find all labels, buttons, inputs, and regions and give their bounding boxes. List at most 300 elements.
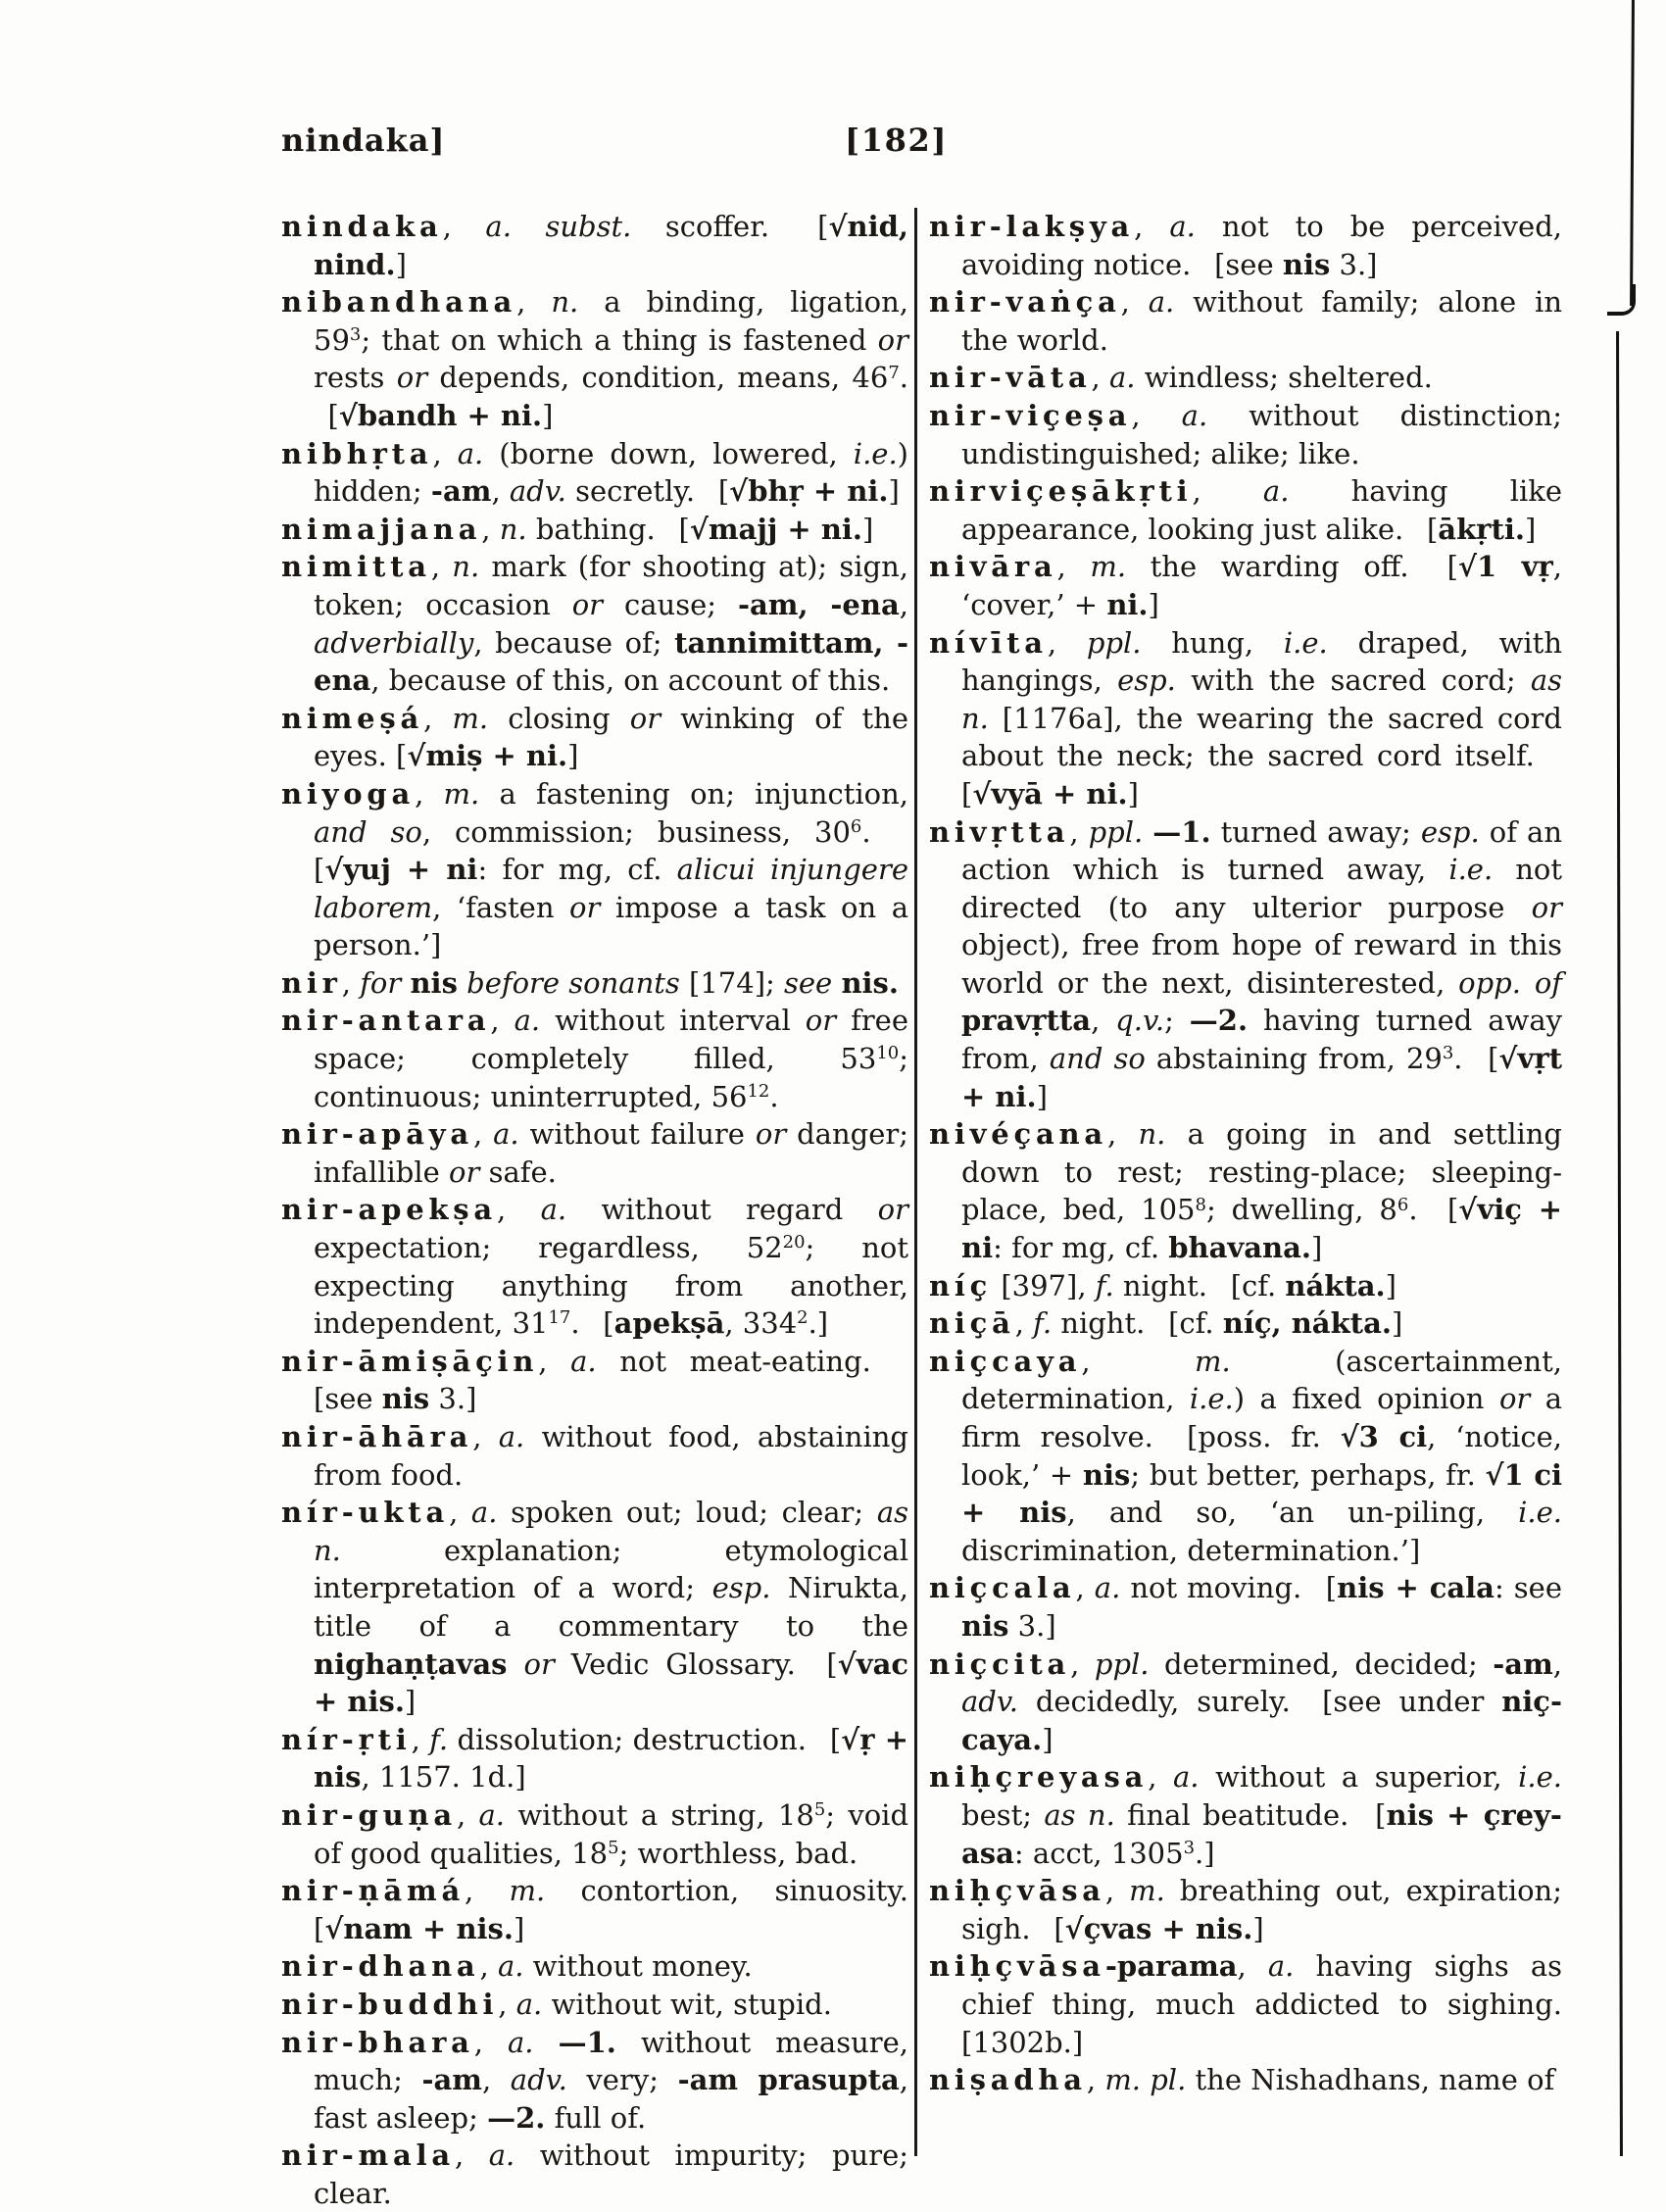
text-run: a. (1262, 474, 1290, 509)
text-run: a. (1108, 361, 1136, 395)
headword: niḥçvāsa (929, 1949, 1105, 1984)
text-run: bhavana. (1168, 1231, 1312, 1265)
header-catchword: nindaka] (281, 122, 446, 159)
text-run: a firm resolve. [poss. fr. (961, 1382, 1562, 1453)
text-run: . [ (314, 814, 909, 887)
text-run: or (877, 1193, 908, 1227)
headword: niḥçreyasa (929, 1760, 1149, 1794)
dictionary-entry (929, 208, 1562, 283)
text-run: or (755, 1117, 787, 1152)
headword: nivāra (929, 550, 1057, 584)
text-run: (ascertainment, determination, (961, 1344, 1563, 1416)
text-run: ; that on which a thing is fastened (361, 322, 878, 357)
text-run: without impurity; pure; clear. (314, 2138, 908, 2210)
text-run: 5 (608, 1837, 619, 1858)
text-run: final beatitude. [ (1114, 1797, 1387, 1832)
dictionary-entry (281, 208, 908, 283)
text-run: not meat-eating. [see (314, 1344, 908, 1416)
text-run: √nid, nind. (314, 210, 909, 281)
text-run: not moving. [ (1120, 1571, 1338, 1605)
text-run: 8 (1195, 1194, 1206, 1215)
text-run: ; worthless, bad. (618, 1836, 858, 1870)
text-run: ; void of good qualities, 18 (314, 1797, 909, 1870)
headword: nir-ṇāmá (281, 1874, 466, 1908)
text-run: object), free from hope of reward in this world or the next, disinterested, (961, 928, 1562, 1000)
text-run: without food, abstaining from food. (314, 1420, 908, 1492)
text-run: nis (410, 965, 458, 1000)
text-run: , (472, 1117, 494, 1152)
text-run: ] (1127, 776, 1139, 811)
headword: nir-apāya (281, 1117, 473, 1152)
text-run: f. (1095, 1268, 1114, 1303)
headword: nir-vaṅça (929, 285, 1121, 320)
text-run: tannimittam, -ena (314, 625, 908, 698)
text-run: , (449, 1496, 471, 1530)
text-run: , (1192, 474, 1263, 509)
text-run: i.e. (1448, 853, 1494, 887)
text-run: closing (488, 701, 630, 735)
dictionary-entry (929, 472, 1562, 548)
headword: nimitta (281, 550, 431, 584)
text-run: , (456, 1797, 479, 1832)
headword: nir-āmiṣāçin (281, 1344, 539, 1378)
text-run: : see (1494, 1571, 1562, 1605)
text-run: . (769, 1079, 779, 1113)
text-run: ppl. (1086, 625, 1142, 660)
text-run: a. (515, 1987, 543, 2021)
text-run: for (360, 965, 402, 1000)
text-run: —2. (1189, 1004, 1249, 1038)
text-run: a binding, ligation, 59 (314, 285, 908, 357)
text-run: √3 ci (1340, 1420, 1428, 1453)
headword: niçcaya (929, 1344, 1082, 1378)
text-run: 10 (876, 1043, 900, 1064)
text-run: nis (1082, 1457, 1131, 1492)
dictionary-entry (929, 2061, 1562, 2099)
text-run: a. (488, 2138, 515, 2173)
headword: nirviçeṣākṛti (929, 474, 1193, 509)
headword: nibandhana (281, 285, 517, 320)
text-run: [174]; (679, 965, 784, 1000)
text-run: , (432, 436, 458, 470)
text-run: n. (499, 512, 527, 546)
text-run: [1176a], the wearing the sacred cord about the neck; the sacred cord itself. [ (961, 701, 1562, 811)
dictionary-entry (281, 964, 908, 1003)
text-run: m. (1195, 1344, 1231, 1378)
text-run: hung, (1141, 625, 1284, 660)
text-run: or (571, 587, 604, 621)
text-run: , ‘cover,’ + (961, 550, 1563, 621)
text-run: decidedly, surely. [see under (1018, 1685, 1502, 1719)
text-run: , (516, 285, 552, 320)
text-run: abstaining from, 29 (1145, 1042, 1443, 1076)
dictionary-entry (281, 2137, 908, 2212)
left-column (281, 208, 909, 2210)
text-run: . [ (570, 1306, 614, 1341)
text-run: safe. (479, 1155, 557, 1189)
text-run: n. (1138, 1117, 1166, 1152)
text-run: ppl. (1088, 814, 1144, 849)
text-run: a fastening on; injunction, (479, 776, 909, 811)
dictionary-entry (929, 1304, 1562, 1343)
text-run: windless; sheltered. (1135, 361, 1433, 395)
headword: niyoga (281, 776, 416, 811)
text-run: having like appearance, looking just alike. [ (961, 474, 1562, 546)
text-run: níç, nákta. (1222, 1306, 1392, 1341)
text-run: , 334 (724, 1306, 798, 1341)
text-run: √ṛ + nis (314, 1722, 909, 1794)
headword: nivéçana (929, 1117, 1108, 1152)
text-run: expectation; regardless, 52 (314, 1231, 783, 1265)
text-run: ] (1148, 587, 1159, 621)
text-run: q.v. (1115, 1004, 1165, 1038)
text-run: determined, decided; (1149, 1647, 1494, 1681)
text-run: , (538, 1344, 571, 1378)
text-run: , (465, 1874, 510, 1908)
text-run: , (454, 2138, 489, 2173)
text-run: 3 (349, 323, 362, 345)
text-run: nis (961, 1608, 1009, 1643)
text-run: best; (961, 1797, 1045, 1832)
text-run: 3.] (1008, 1608, 1056, 1643)
text-run: √vyā + ni. (972, 776, 1128, 811)
text-run: , (498, 1987, 516, 2021)
text-run: , fast asleep; (314, 2063, 908, 2135)
text-run: ; (1164, 1004, 1190, 1038)
text-run: ] (1311, 1231, 1323, 1265)
dictionary-entry (281, 1494, 908, 1721)
text-run: dissolution; destruction. [ (448, 1722, 842, 1756)
headword: nir-apekṣa (281, 1193, 497, 1227)
dictionary-entry (281, 1796, 908, 1872)
text-run: adv. (510, 2063, 567, 2097)
text-run: draped, with hangings, (961, 625, 1563, 698)
text-run: spoken out; loud; clear; (497, 1496, 877, 1530)
dictionary-entry (929, 624, 1562, 813)
text-run: scoffer. [ (631, 210, 829, 243)
text-run: m. (452, 701, 489, 735)
text-run: without money. (523, 1949, 753, 1984)
dictionary-entry (281, 1191, 908, 1342)
text-run: ] (567, 739, 579, 773)
text-run: √vṛt + ni. (961, 1042, 1562, 1113)
text-run: opp. of (1458, 965, 1563, 1000)
text-run: , ‘notice, look,’ + (961, 1420, 1563, 1492)
text-run: 3 (1442, 1043, 1454, 1064)
text-run: ] (1252, 1911, 1264, 1945)
text-run: without wit, stupid. (542, 1987, 832, 2021)
headword: nir-antara (281, 1004, 491, 1038)
text-run: esp. (1420, 814, 1480, 849)
text-run: : acct, 1305 (1013, 1836, 1184, 1870)
text-run: having sighs as chief thing, much addicted to sighing. [1302b.] (961, 1949, 1563, 2059)
text-run: winking of the eyes. [ (314, 701, 909, 773)
dictionary-entry (929, 359, 1562, 397)
text-run: danger; infallible (314, 1117, 909, 1189)
dictionary-entry (929, 1872, 1562, 1947)
text-run: ; continuous; uninterrupted, 56 (314, 1042, 908, 1113)
text-run: √1 vṛ (1457, 550, 1553, 584)
text-run: √nam + nis. (324, 1911, 514, 1945)
text-run: √çvas + nis. (1064, 1911, 1253, 1945)
dictionary-entry (929, 1947, 1562, 2061)
text-run: , (1070, 1647, 1095, 1681)
text-run: , (1134, 210, 1170, 243)
text-run: the warding off. [ (1126, 550, 1458, 584)
text-run: as n. (1044, 1797, 1115, 1832)
text-run: Nirukta, title of a commentary to the (314, 1571, 908, 1643)
text-run: ; not expecting anything from another, independent, 31 (314, 1231, 908, 1341)
text-run: .] (1195, 1836, 1215, 1870)
text-run: without a superior, (1199, 1760, 1519, 1794)
text-run: without family; alone in the world. (961, 285, 1562, 357)
headword: niçcala (929, 1571, 1076, 1605)
text-run: a. (493, 1117, 519, 1152)
text-run: m. (1129, 1874, 1165, 1908)
text-run: the Nishadhans, name of (1186, 2063, 1555, 2097)
text-run: , (491, 474, 510, 509)
text-run: , (473, 2025, 508, 2059)
text-run: , (1552, 1647, 1562, 1681)
text-run: as n. (961, 664, 1563, 735)
text-run: : for mg, cf. (993, 1231, 1169, 1265)
text-run: ] (862, 512, 874, 546)
dictionary-entry (929, 1115, 1562, 1266)
text-run: (borne down, lowered, (483, 436, 854, 470)
text-run: -am, -ena (737, 587, 900, 621)
text-run: adverbially (314, 625, 474, 660)
text-run: , and so, ‘an un-piling, (1066, 1496, 1519, 1530)
text-run: nighaṇṭavas (314, 1647, 508, 1681)
text-run: , (1120, 285, 1149, 320)
text-run: secretly. [ (565, 474, 730, 509)
text-run: not to be perceived, avoiding notice. [see (961, 210, 1562, 281)
text-run: 3.] (429, 1382, 477, 1416)
text-run: m. (443, 776, 480, 811)
dictionary-entry (281, 2024, 908, 2138)
text-run: ] (513, 1911, 525, 1945)
text-run: , (423, 701, 453, 735)
dictionary-entry (281, 1115, 908, 1191)
text-run: a. subst. (485, 210, 632, 243)
headword: nivṛtta (929, 814, 1070, 849)
text-run: night. [cf. (1052, 1306, 1223, 1341)
text-run: , commission; business, 30 (421, 814, 851, 849)
text-run: without measure, much; (314, 2025, 908, 2097)
scan-artifact (1616, 331, 1623, 2156)
text-run: , (1075, 1571, 1095, 1605)
text-run: nis + cala (1337, 1571, 1494, 1605)
text-run: Vedic Glossary. [ (554, 1647, 838, 1681)
text-run: ] (542, 398, 554, 432)
text-run: -am (421, 2063, 482, 2097)
headword: niḥçvāsa (929, 1874, 1105, 1908)
headword: níç (929, 1268, 993, 1303)
text-run: 2 (797, 1307, 808, 1329)
headword: nibhṛta (281, 436, 433, 470)
text-run: , (481, 2063, 511, 2097)
text-run: as n. (314, 1496, 908, 1567)
text-run: without distinction; undistinguished; alike; like. (961, 398, 1562, 470)
text-run: 7 (888, 362, 900, 383)
dictionary-entry (281, 700, 908, 775)
column-divider-rule (914, 208, 917, 2156)
text-run: -am (1493, 1647, 1553, 1681)
dictionary-entry (929, 1267, 1562, 1305)
text-run: or (523, 1647, 555, 1681)
dictionary-entry (929, 813, 1562, 1116)
text-run: ] (1036, 1079, 1048, 1113)
text-run: i.e. (1189, 1382, 1234, 1416)
text-run: ppl. (1094, 1647, 1150, 1681)
text-run: ) hidden; (314, 436, 908, 509)
text-run: with the sacred cord; (1175, 664, 1531, 698)
text-run: or (1498, 1382, 1531, 1416)
text-run: nákta. (1285, 1268, 1386, 1303)
text-run (1143, 815, 1152, 849)
text-run: √vac + nis. (314, 1647, 909, 1719)
text-run: ] (1524, 512, 1537, 546)
headword: nir-vāta (929, 361, 1092, 395)
text-run: depends, condition, means, 46 (427, 361, 889, 395)
text-run: a. (470, 1496, 498, 1530)
text-run (508, 1647, 524, 1681)
text-run: , (1081, 1344, 1195, 1378)
text-run: n. (452, 550, 480, 584)
text-run: —2. (487, 2100, 546, 2135)
text-run: —1. (558, 2025, 616, 2059)
text-run: , (1014, 1306, 1034, 1341)
text-run: , (1056, 550, 1091, 584)
text-run: a. (1094, 1571, 1121, 1605)
text-run: , (1047, 625, 1087, 660)
text-run: before sonants (466, 965, 680, 1000)
text-run (458, 966, 466, 1000)
headword: niçcita (929, 1647, 1071, 1681)
text-run: alicui injungere laborem (314, 853, 908, 924)
dictionary-entry (929, 1343, 1562, 1570)
text-run: , because of; (473, 625, 675, 660)
text-run: niç-caya. (961, 1685, 1562, 1756)
text-run: √majj + ni. (689, 512, 863, 546)
text-run: very; (566, 2063, 678, 2097)
text-run: m. (1090, 550, 1127, 584)
dictionary-entry (281, 1721, 908, 1796)
text-run: or (629, 701, 662, 735)
text-run: or (877, 322, 908, 357)
text-run: without regard (566, 1193, 878, 1227)
text-run: , (341, 965, 361, 1000)
text-run: , (1148, 1760, 1173, 1794)
text-run: see (784, 965, 833, 1000)
text-run: a. (1173, 1760, 1200, 1794)
text-run: apekṣā (613, 1306, 725, 1341)
dictionary-entry (281, 548, 908, 699)
text-run: —1. (1152, 814, 1211, 849)
text-run: i.e. (1518, 1496, 1562, 1530)
text-run: a. (1267, 1949, 1295, 1984)
text-run: n. (551, 285, 579, 320)
headword: nír-ṛti (281, 1722, 412, 1756)
text-run: a. (514, 1004, 541, 1038)
dictionary-entry (281, 283, 908, 434)
text-run: a. (1181, 398, 1208, 432)
text-run: a. (508, 2025, 534, 2059)
dictionary-entry (281, 435, 908, 511)
text-run: adv. (961, 1685, 1019, 1719)
text-run: . [ (1453, 1042, 1499, 1076)
text-run: esp. (1117, 664, 1176, 698)
text-run: full of. (545, 2100, 647, 2135)
headword: nir-mala (281, 2138, 455, 2173)
text-run: , (411, 1722, 430, 1756)
text-run: , (430, 550, 453, 584)
text-run: a. (1169, 210, 1196, 243)
text-run: nis + çrey-asa (961, 1797, 1562, 1870)
text-block (281, 208, 1565, 2210)
text-run: 5 (813, 1799, 826, 1821)
text-run: √yuj + ni (324, 853, 478, 887)
text-run: . [ (1408, 1193, 1459, 1227)
text-run: free space; completely filled, 53 (314, 1004, 909, 1076)
text-run: -am (430, 474, 492, 509)
headword: nir (281, 965, 342, 1000)
text-run: ] (1391, 1306, 1403, 1341)
text-run: and so (314, 814, 422, 849)
text-run (534, 2026, 559, 2059)
headword: nir-lakṣya (929, 210, 1135, 243)
headword: nimajjana (281, 512, 482, 546)
text-run: adv. (509, 474, 566, 509)
text-run: : for mg, cf. (477, 853, 677, 887)
text-run: ) a fixed opinion (1233, 1382, 1499, 1416)
text-run: explanation; etymological interpretation of a word; (314, 1533, 908, 1605)
text-run: cause; (603, 587, 738, 621)
text-run: a. (457, 436, 484, 470)
text-run: m. (509, 1874, 546, 1908)
text-run: nis (1282, 247, 1331, 281)
text-run: . [ (314, 361, 908, 432)
text-run: a. (540, 1193, 567, 1227)
text-run: rests (314, 361, 397, 395)
text-run: ] (404, 1685, 416, 1719)
text-run: not directed (to any ulterior purpose (961, 853, 1562, 924)
text-run: ; but better, perhaps, fr. (1130, 1457, 1486, 1492)
text-run: , (479, 1949, 498, 1984)
text-run: , ‘fasten (432, 890, 570, 924)
text-run: without a string, 18 (505, 1797, 814, 1832)
text-run: i.e. (1283, 625, 1328, 660)
text-run: , (1091, 1004, 1116, 1038)
headword: nimeṣá (281, 701, 424, 735)
dictionary-entry (929, 1569, 1562, 1645)
text-run: √bandh + ni. (338, 398, 543, 432)
text-run: m. pl. (1104, 2063, 1187, 2097)
text-run: √miṣ + ni. (407, 739, 568, 773)
text-run: i.e. (853, 436, 898, 470)
text-run: breathing out, expiration; sigh. [ (961, 1874, 1563, 1945)
text-run: ; dwelling, 8 (1205, 1193, 1397, 1227)
text-run: , because of this, on account of this. (370, 664, 891, 698)
headword: nindaka (281, 210, 443, 243)
text-run: , (1086, 2063, 1105, 2097)
text-run: ni. (1106, 587, 1149, 621)
text-run: a. (497, 1949, 524, 1984)
text-run: i.e. (1518, 1760, 1563, 1794)
text-run: 3.] (1330, 247, 1378, 281)
text-run: [397], (992, 1268, 1096, 1303)
text-run: having turned away from, (961, 1004, 1562, 1076)
